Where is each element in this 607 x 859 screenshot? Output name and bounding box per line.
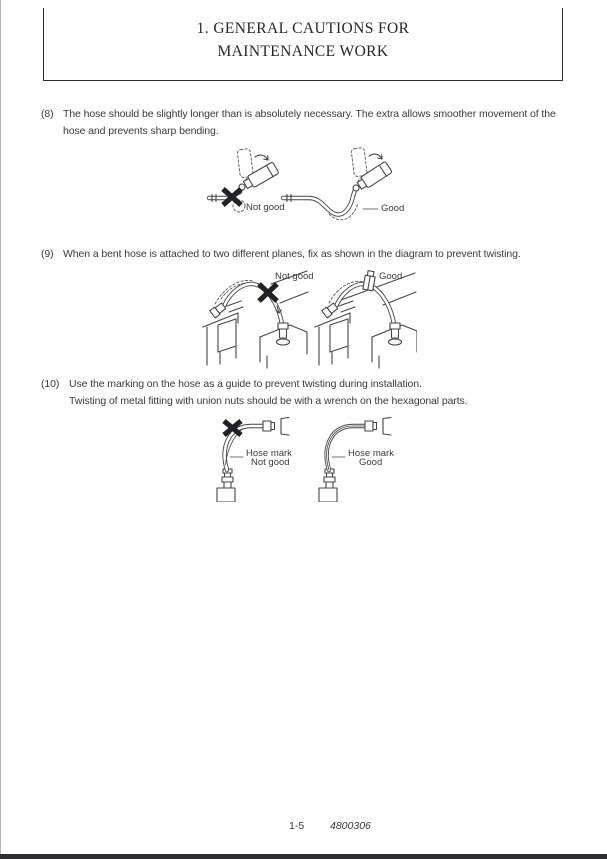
label-hose-mark: Hose mark (246, 448, 292, 459)
label-good: Good (379, 271, 403, 282)
plane-line (280, 292, 308, 303)
item-text-line: When a bent hose is attached to two different planes, fix as shown in the diagram to prevent twisting. (63, 248, 521, 260)
mount-block (319, 488, 337, 502)
item-number: (10) (41, 378, 60, 390)
union-nut (263, 421, 275, 431)
cylinder-hose-good (283, 147, 392, 219)
document-code: 4800306 (330, 820, 371, 832)
label-good: Good (381, 203, 405, 214)
hose-fitting (389, 323, 402, 345)
item-text-line: hose and prevents sharp bending. (63, 125, 219, 137)
bent-hose-good (315, 270, 417, 368)
left-block (315, 313, 350, 365)
label-good: Good (359, 457, 383, 468)
page-bottom-bar (0, 854, 607, 859)
paragraph-item-9 (41, 246, 571, 263)
item-text (63, 106, 556, 140)
label-not-good: Not good (275, 271, 314, 282)
page-title-line2: MAINTENANCE WORK (217, 42, 389, 60)
scan-edge-line (0, 0, 1, 859)
mount-block (217, 488, 235, 502)
item-text (69, 376, 468, 410)
item-text-line: Use the marking on the hose as a guide to prevent twisting during installation. (69, 378, 422, 390)
paragraph-item-10 (41, 376, 571, 410)
x-mark-icon (259, 284, 277, 301)
item-number: (8) (41, 108, 54, 120)
label-hose-mark: Hose mark (348, 448, 394, 459)
item-text-line: Twisting of metal fitting with union nuts should be with a wrench on the hexagonal parts. (69, 395, 468, 407)
item-text (63, 246, 521, 263)
item-number: (9) (41, 248, 54, 260)
page-number: 1-5 (289, 820, 305, 832)
bracket (281, 418, 289, 436)
bent-hose-bad (203, 271, 308, 368)
diagram-hose-mark (193, 417, 425, 502)
cylinder (350, 161, 392, 195)
page-title-line1: 1. GENERAL CAUTIONS FOR (196, 20, 410, 37)
left-block (203, 313, 238, 365)
title-box (43, 8, 563, 81)
bracket (383, 418, 391, 436)
page-title (44, 8, 562, 63)
item-text-line: The hose should be slightly longer than is absolutely necessary. The extra allows smoother movement of the (63, 108, 556, 120)
hose-fitting (277, 323, 290, 345)
diagram-hose-length (195, 147, 410, 239)
union-nut (365, 421, 377, 431)
label-not-good: Not good (246, 202, 285, 213)
cylinder (236, 162, 279, 194)
label-not-good: Not good (251, 457, 290, 468)
paragraph-item-8 (41, 106, 571, 140)
